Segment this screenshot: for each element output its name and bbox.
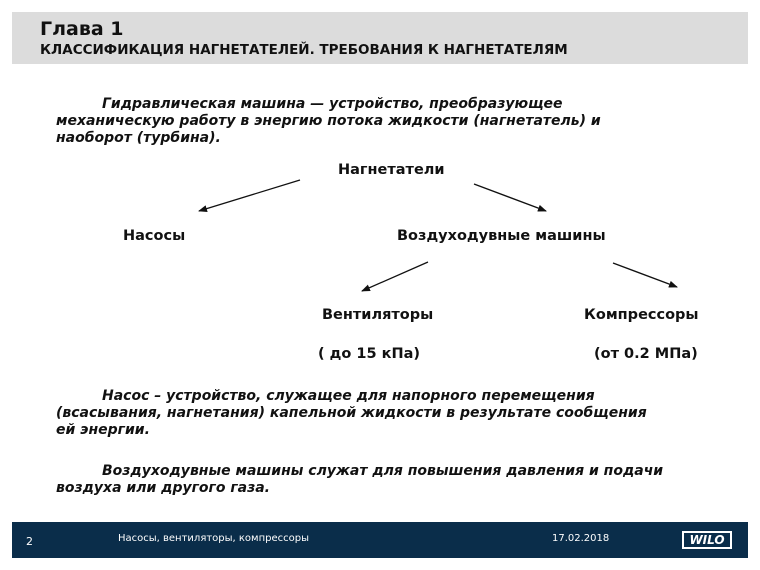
air-machine-definition-line: Воздуходувные машины служат для повышения давления и подачи [102, 463, 664, 479]
page-number: 2 [26, 535, 33, 548]
root-node: Нагнетатели [338, 162, 445, 178]
pump-definition-line: (всасывания, нагнетания) капельной жидкости в результате сообщения [56, 405, 647, 421]
arrow-to-fans [362, 262, 428, 291]
pumps-node: Насосы [123, 228, 186, 244]
footer-text: Насосы, вентиляторы, компрессоры [118, 533, 309, 544]
page-title: КЛАССИФИКАЦИЯ НАГНЕТАТЕЛЕЙ. ТРЕБОВАНИЯ К НАГНЕТАТЕЛЯМ [40, 42, 568, 58]
arrow-to-pumps [199, 180, 300, 211]
wilo-logo: WILO [682, 531, 732, 549]
air-machine-definition-line: воздуха или другого газа. [56, 480, 270, 496]
fans-pressure-note: ( до 15 кПа) [318, 346, 421, 362]
fans-node: Вентиляторы [322, 307, 434, 323]
compressors-pressure-note: (от 0.2 МПа) [594, 346, 698, 362]
intro-line: наоборот (турбина). [56, 130, 221, 146]
pump-definition-line: ей энергии. [56, 422, 150, 438]
intro-line: Гидравлическая машина — устройство, преобразующее [102, 96, 563, 112]
intro-line: механическую работу в энергию потока жидкости (нагнетатель) и [56, 113, 601, 129]
compressors-node: Компрессоры [584, 307, 699, 323]
chapter-heading: Глава 1 [40, 18, 124, 40]
footer-bar [12, 522, 748, 558]
footer-date: 17.02.2018 [552, 533, 610, 544]
pump-definition [56, 388, 647, 439]
pump-definition-line: Насос – устройство, служащее для напорного перемещения [102, 388, 595, 404]
air-machines-node: Воздуходувные машины [397, 228, 606, 244]
arrow-to-air-machines [474, 184, 546, 211]
air-machine-definition [56, 463, 663, 497]
arrow-to-compressors [613, 263, 677, 287]
